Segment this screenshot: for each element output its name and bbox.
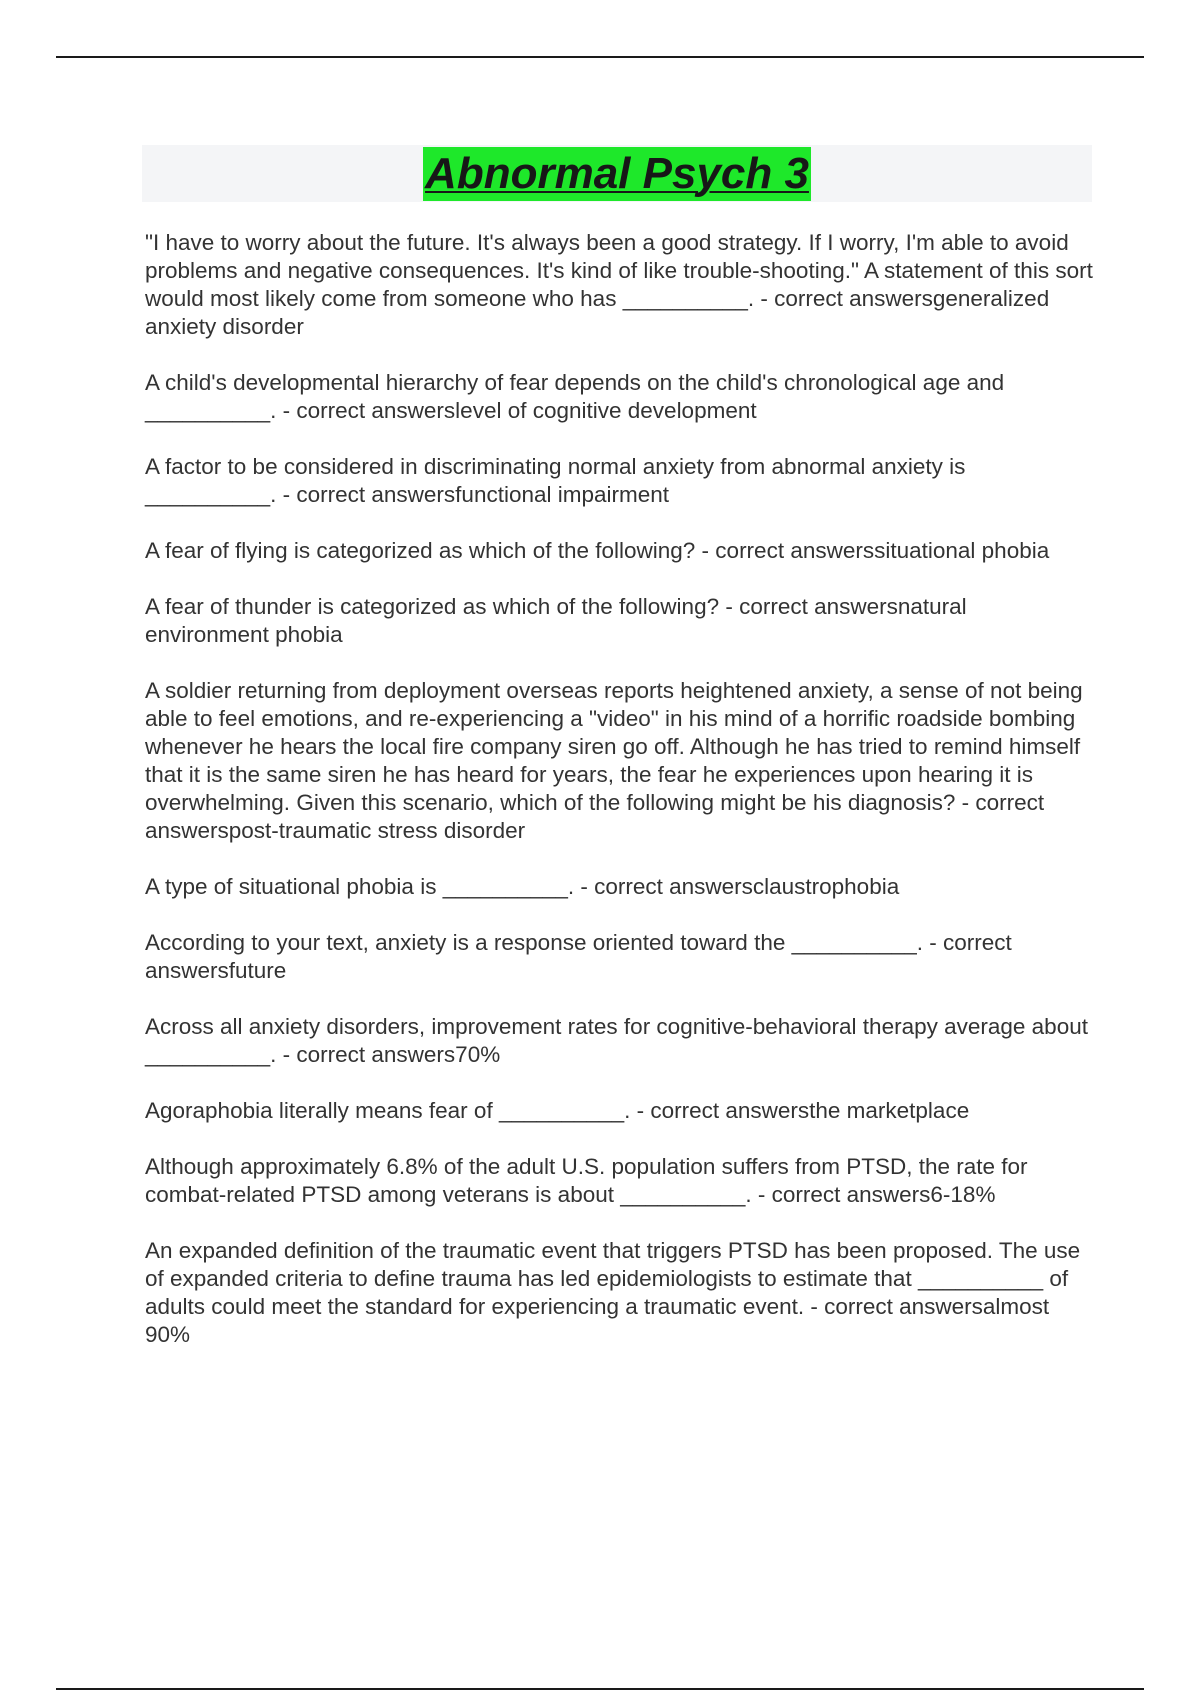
qa-item: A fear of flying is categorized as which of the following? - correct answerssituational phobia [145,538,1050,563]
qa-item: Across all anxiety disorders, improvement rates for cognitive-behavioral therapy average about __________. - correct answers70% [145,1014,1088,1067]
qa-item: A type of situational phobia is __________. - correct answersclaustrophobia [145,874,900,899]
qa-item: Although approximately 6.8% of the adult U.S. population suffers from PTSD, the rate for combat-related PTSD among veterans is about __________. - correct answers6-18% [145,1154,1028,1207]
qa-item: Agoraphobia literally means fear of __________. - correct answersthe marketplace [145,1098,970,1123]
qa-list [145,229,1093,1377]
qa-item: A fear of thunder is categorized as which of the following? - correct answersnatural environment phobia [145,594,967,647]
bottom-rule [56,1688,1144,1690]
qa-item: An expanded definition of the traumatic event that triggers PTSD has been proposed. The use of expanded criteria to define trauma has led epidemiologists to estimate that __________ of adults could meet the standard for experiencing a traumatic event. - correct answersalmost 90% [145,1238,1081,1347]
qa-item: According to your text, anxiety is a response oriented toward the __________. - correct answersfuture [145,930,1012,983]
qa-item: A soldier returning from deployment overseas reports heightened anxiety, a sense of not being able to feel emotions, and re-experiencing a "video" in his mind of a horrific roadside bombing whenever he hears the local fire company siren go off. Although he has tried to remind himself that it is the same siren he has heard for years, the fear he experiences upon hearing it is overwhelming. Given this scenario, which of the following might be his diagnosis? - correct answerspost-traumatic stress disorder [145,678,1083,843]
title-band [142,145,1092,202]
qa-item: "I have to worry about the future. It's always been a good strategy. If I worry, I'm able to avoid problems and negative consequences. It's kind of like trouble-shooting." A statement of this sort would most likely come from someone who has __________. - correct answersgeneralized anxiety disorder [145,230,1093,339]
qa-item: A factor to be considered in discriminating normal anxiety from abnormal anxiety is __________. - correct answersfunctional impairment [145,454,966,507]
top-rule [56,56,1144,58]
qa-item: A child's developmental hierarchy of fear depends on the child's chronological age and __________. - correct answerslevel of cognitive development [145,370,1005,423]
page-title: Abnormal Psych 3 [423,147,811,201]
